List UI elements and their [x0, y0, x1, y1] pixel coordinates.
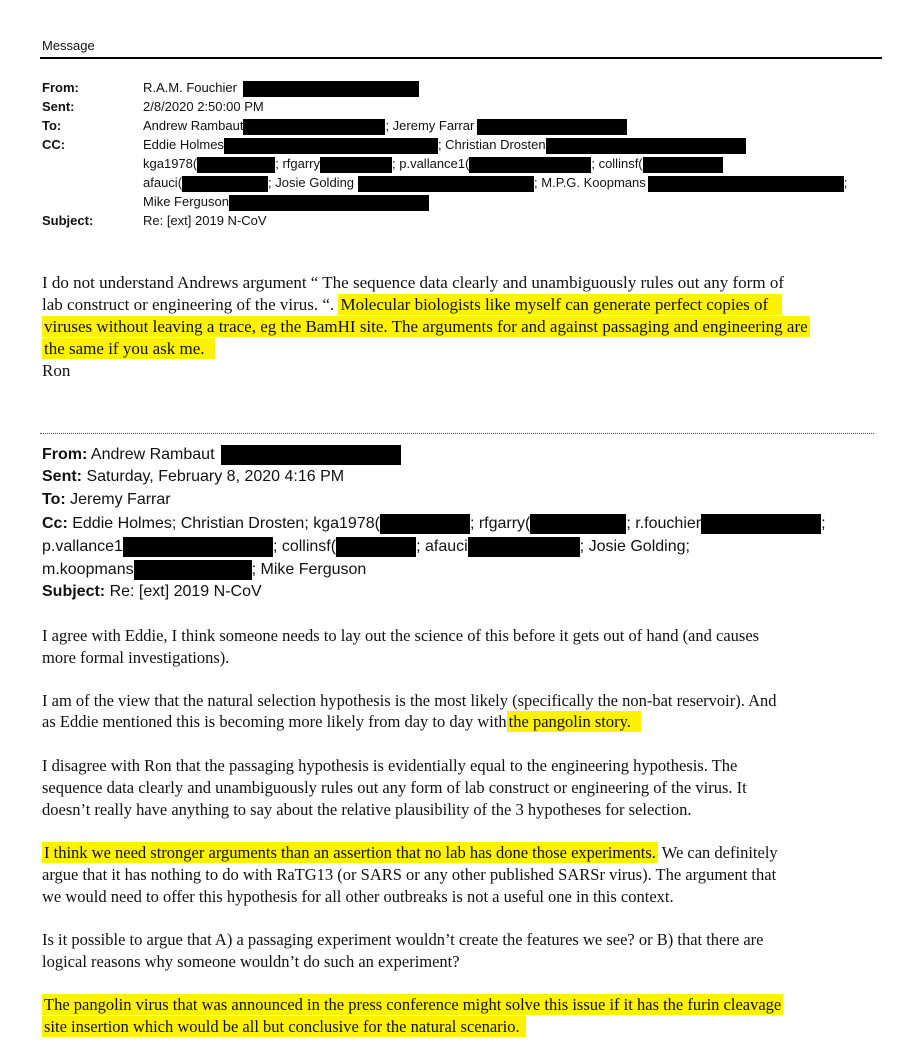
subject-value: Re: [ext] 2019 N-CoV — [143, 213, 267, 228]
body-text: as Eddie mentioned this is becoming more likely from day to day with — [42, 712, 507, 731]
recipient: Eddie Holmes — [143, 137, 224, 152]
reply-line: I do not understand Andrews argument “ The sequence data clearly and unambiguously rules out any form of — [42, 273, 784, 292]
redaction-block — [221, 445, 401, 465]
orig-sent-value: Saturday, February 8, 2020 4:16 PM — [86, 468, 345, 485]
redaction-block — [229, 195, 429, 211]
highlighted-text: viruses without leaving a trace, eg the BamHI site. The arguments for and against passaging and engineering are — [44, 317, 808, 336]
orig-from-label: From: — [42, 446, 88, 464]
recipient: ; — [821, 515, 826, 533]
recipient: Eddie Holmes; Christian Drosten; kga1978( — [72, 515, 380, 533]
orig-cc-line3 — [42, 560, 366, 580]
recipient: ; — [843, 175, 848, 190]
recipient: ; Josie Golding; — [579, 538, 690, 556]
recipient: p.vallance1 — [42, 538, 123, 556]
body-line — [42, 994, 783, 1016]
body-line: I agree with Eddie, I think someone needs to lay out the science of this before it gets out of hand (and causes — [42, 626, 760, 645]
body-line: more formal investigations). — [42, 648, 230, 667]
body-text: We can definitely — [661, 843, 778, 862]
recipient: ; collinsf( — [272, 538, 337, 556]
body-line: argue that it has nothing to do with RaTG13 (or SARS or any other published SARSr virus). The argument that — [42, 865, 777, 884]
redaction-block — [336, 537, 416, 557]
orig-subject-value: Re: [ext] 2019 N-CoV — [109, 583, 262, 600]
reply-line — [42, 316, 810, 338]
redaction-block — [643, 157, 723, 173]
highlighted-text: site insertion which would be all but conclusive for the natural scenario. — [42, 1016, 526, 1037]
body-line: logical reasons why someone wouldn’t do such an experiment? — [42, 952, 460, 971]
from-label: From: — [42, 80, 79, 95]
recipient: ; Josie Golding — [268, 175, 355, 190]
orig-from-value: Andrew Rambaut — [90, 446, 215, 464]
redaction-block — [243, 81, 419, 97]
orig-sent — [42, 468, 344, 486]
body-line — [42, 842, 778, 864]
recipient: ; rfgarry — [275, 156, 321, 171]
body-line: Is it possible to argue that A) a passaging experiment wouldn’t create the features we see? or B) that there are — [42, 930, 764, 949]
cc-value-line2 — [143, 156, 723, 173]
sender-name: R.A.M. Fouchier — [143, 80, 237, 95]
recipient: kga1978( — [143, 156, 198, 171]
subject-label: Subject: — [42, 213, 94, 228]
highlighted-text: The pangolin virus that was announced in the press conference might solve this issue if it has the furin cleavage — [44, 995, 782, 1014]
orig-cc-label: Cc: — [42, 515, 68, 533]
quoted-message-divider — [40, 433, 874, 434]
cc-value-line1 — [143, 137, 746, 154]
redaction-block — [380, 514, 470, 534]
redaction-block — [546, 138, 746, 154]
to-label: To: — [42, 118, 62, 133]
cc-value-line4 — [143, 194, 429, 211]
redaction-block — [224, 138, 438, 154]
body-line: we would need to offer this hypothesis for all other outbreaks is not a useful one in this context. — [42, 887, 674, 906]
orig-to — [42, 491, 171, 509]
recipient: ; Jeremy Farrar — [385, 118, 475, 133]
recipient: Andrew Rambaut — [143, 118, 244, 133]
recipient: ; afauci — [416, 538, 468, 556]
orig-sent-label: Sent: — [42, 468, 82, 485]
highlighted-text: I think we need stronger arguments than an assertion that no lab has done those experiments. — [44, 843, 656, 862]
body-line — [42, 1016, 526, 1038]
redaction-block — [182, 176, 268, 192]
body-line: I am of the view that the natural selection hypothesis is the most likely (specifically the non-bat reservoir). And — [42, 691, 777, 710]
highlighted-text: the pangolin story. — [507, 711, 641, 732]
redaction-block — [468, 537, 580, 557]
highlighted-text: the same if you ask me. — [42, 338, 215, 359]
redaction-block — [469, 157, 591, 173]
redaction-block — [243, 119, 385, 135]
redaction-block — [358, 176, 534, 192]
to-value — [143, 118, 627, 135]
reply-line — [42, 294, 782, 316]
body-line: doesn’t really have anything to say about the relative plausibility of the 3 hypotheses for selection. — [42, 800, 692, 819]
recipient: ; Christian Drosten — [437, 137, 546, 152]
body-line: sequence data clearly and unambiguously rules out any form of lab construct or engineering of the virus. It — [42, 778, 747, 797]
redaction-block — [477, 119, 627, 135]
recipient: ; M.P.G. Koopmans — [534, 175, 646, 190]
header-divider — [40, 57, 882, 59]
reply-text: lab construct or engineering of the virus. “. — [42, 295, 335, 314]
orig-to-value: Jeremy Farrar — [70, 491, 171, 508]
highlighted-text: Molecular biologists like myself can generate perfect copies of — [338, 294, 782, 315]
recipient: ; p.vallance1( — [392, 156, 470, 171]
redaction-block — [123, 537, 273, 557]
orig-to-label: To: — [42, 491, 66, 508]
redaction-block — [197, 157, 275, 173]
sent-label: Sent: — [42, 99, 75, 114]
orig-cc-line1 — [42, 514, 826, 534]
from-value — [143, 80, 419, 97]
orig-subject — [42, 583, 262, 601]
body-line — [42, 711, 641, 733]
sent-value: 2/8/2020 2:50:00 PM — [143, 99, 264, 114]
body-line: I disagree with Ron that the passaging hypothesis is evidentially equal to the engineering hypothesis. The — [42, 756, 738, 775]
reply-line — [42, 338, 215, 360]
recipient: ; collinsf( — [591, 156, 643, 171]
redaction-block — [134, 560, 252, 580]
cc-label: CC: — [42, 137, 66, 152]
cc-value-line3 — [143, 175, 847, 192]
redaction-block — [530, 514, 626, 534]
orig-subject-label: Subject: — [42, 583, 106, 600]
recipient: ; Mike Ferguson — [251, 561, 367, 579]
redaction-block — [701, 514, 821, 534]
signature: Ron — [42, 361, 71, 380]
message-title: Message — [42, 38, 95, 53]
orig-from — [42, 445, 401, 465]
orig-cc-line2 — [42, 537, 690, 557]
redaction-block — [320, 157, 392, 173]
recipient: afauci( — [143, 175, 183, 190]
recipient: m.koopmans — [42, 561, 134, 579]
redaction-block — [648, 176, 844, 192]
recipient: ; r.fouchier — [626, 515, 702, 533]
recipient: Mike Ferguson — [143, 194, 229, 209]
recipient: ; rfgarry( — [469, 515, 531, 533]
